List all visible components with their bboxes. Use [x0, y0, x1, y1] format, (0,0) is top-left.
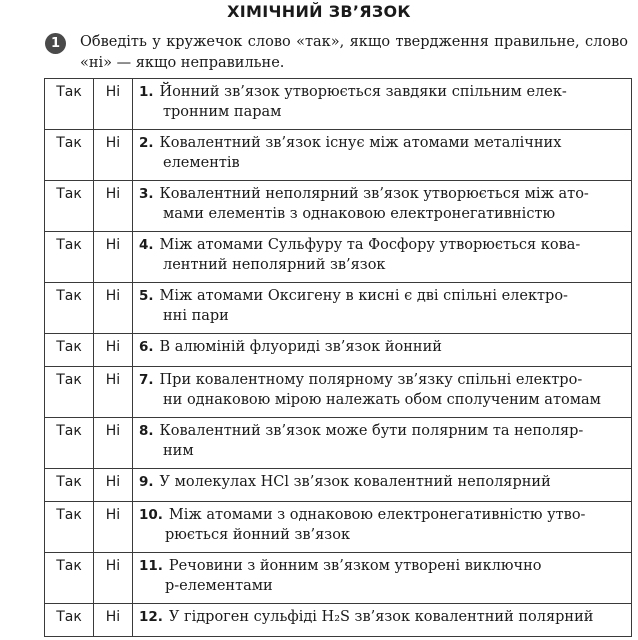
option-no[interactable]: Ні	[94, 130, 133, 181]
page-title: ХІМІЧНИЙ ЗВ’ЯЗОК	[227, 2, 411, 21]
statement-text	[133, 469, 632, 502]
option-yes[interactable]: Так	[45, 367, 94, 418]
statement-line: Між атомами Оксигену в кисні є дві спільні електро-	[159, 288, 568, 304]
statement-row	[45, 334, 632, 367]
statement-line: рюється йонний зв’язок	[165, 527, 351, 543]
statement-row	[45, 181, 632, 232]
task-instruction: Обведіть у кружечок слово «так», якщо твердження правильне, слово «ні» — якщо неправильне.	[80, 34, 628, 71]
option-yes[interactable]: Так	[45, 469, 94, 502]
statement-line: У гідроген сульфіді H₂S зв’язок ковалентний полярний	[168, 609, 594, 625]
statement-text	[133, 283, 632, 334]
statement-text	[133, 130, 632, 181]
statement-number: 12.	[139, 609, 163, 625]
option-yes[interactable]: Так	[45, 181, 94, 232]
statement-row	[45, 79, 632, 130]
statement-line: Між атомами з однаковою електронегативністю утво-	[168, 507, 586, 523]
statement-line: лентний неполярний зв’язок	[163, 257, 386, 273]
option-no[interactable]: Ні	[94, 604, 133, 637]
statement-line: елементів	[163, 155, 240, 171]
statement-number: 2.	[139, 135, 154, 151]
statement-row	[45, 367, 632, 418]
statement-row	[45, 418, 632, 469]
statement-line: ни однаковою мірою належать обом сполученим атомам	[163, 392, 601, 408]
statement-row	[45, 604, 632, 637]
option-yes[interactable]: Так	[45, 604, 94, 637]
option-yes[interactable]: Так	[45, 283, 94, 334]
statement-text	[133, 181, 632, 232]
statement-number: 11.	[139, 558, 163, 574]
option-no[interactable]: Ні	[94, 367, 133, 418]
statement-number: 7.	[139, 372, 154, 388]
option-yes[interactable]: Так	[45, 418, 94, 469]
statement-number: 9.	[139, 474, 154, 490]
option-yes[interactable]: Так	[45, 334, 94, 367]
option-no[interactable]: Ні	[94, 334, 133, 367]
quiz-table	[44, 78, 632, 637]
statement-line: При ковалентному полярному зв’язку спільні електро-	[159, 372, 583, 388]
option-no[interactable]: Ні	[94, 232, 133, 283]
statement-row	[45, 469, 632, 502]
statement-row	[45, 130, 632, 181]
option-yes[interactable]: Так	[45, 79, 94, 130]
statement-line: Між атомами Сульфуру та Фосфору утворюється кова-	[159, 237, 581, 253]
option-yes[interactable]: Так	[45, 232, 94, 283]
statement-text	[133, 604, 632, 637]
option-no[interactable]: Ні	[94, 502, 133, 553]
statement-number: 4.	[139, 237, 154, 253]
option-yes[interactable]: Так	[45, 553, 94, 604]
option-no[interactable]: Ні	[94, 553, 133, 604]
statement-line: В алюміній флуориді зв’язок йонний	[159, 339, 442, 355]
statement-row	[45, 553, 632, 604]
option-yes[interactable]: Так	[45, 130, 94, 181]
statement-text	[133, 79, 632, 130]
statement-number: 6.	[139, 339, 154, 355]
statement-number: 10.	[139, 507, 163, 523]
statement-row	[45, 502, 632, 553]
option-no[interactable]: Ні	[94, 418, 133, 469]
statement-number: 8.	[139, 423, 154, 439]
statement-line: Ковалентний зв’язок може бути полярним та неполяр-	[159, 423, 584, 439]
statement-text	[133, 502, 632, 553]
statement-line: тронним парам	[163, 104, 282, 120]
option-no[interactable]: Ні	[94, 79, 133, 130]
option-yes[interactable]: Так	[45, 502, 94, 553]
option-no[interactable]: Ні	[94, 469, 133, 502]
statement-line: Йонний зв’язок утворюється завдяки спільним елек-	[159, 84, 567, 100]
statement-text	[133, 334, 632, 367]
statement-number: 3.	[139, 186, 154, 202]
statement-text	[133, 232, 632, 283]
statement-line: мами елементів з однаковою електронегативністю	[163, 206, 556, 222]
statement-line: нні пари	[163, 308, 229, 324]
statement-line: У молекулах HCl зв’язок ковалентний неполярний	[159, 474, 551, 490]
statement-line: ним	[163, 443, 194, 459]
statement-number: 1.	[139, 84, 154, 100]
statement-line: Ковалентний неполярний зв’язок утворюється між ато-	[159, 186, 589, 202]
statement-text	[133, 553, 632, 604]
option-no[interactable]: Ні	[94, 283, 133, 334]
task-number-badge: 1	[45, 33, 66, 54]
statement-row	[45, 232, 632, 283]
statement-text	[133, 367, 632, 418]
statement-row	[45, 283, 632, 334]
option-no[interactable]: Ні	[94, 181, 133, 232]
statement-text	[133, 418, 632, 469]
statement-line: Ковалентний зв’язок існує між атомами металічних	[159, 135, 562, 151]
statement-number: 5.	[139, 288, 154, 304]
statement-line: Речовини з йонним зв’язком утворені виключно	[168, 558, 542, 574]
statement-line: p-елементами	[165, 578, 273, 594]
